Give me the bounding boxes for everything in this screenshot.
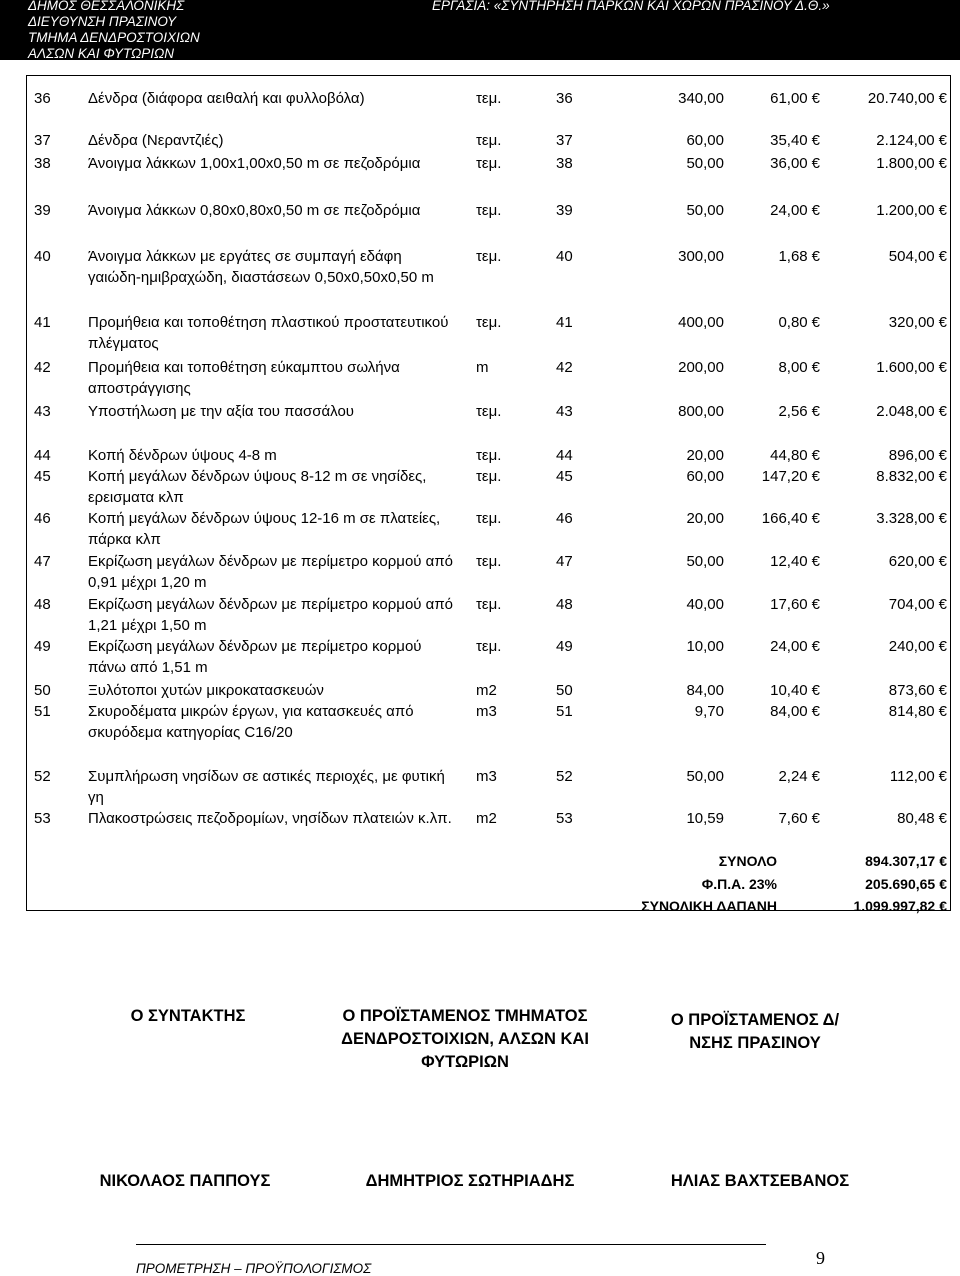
item-unit-price: 61,00 € bbox=[770, 90, 820, 107]
item-unit-price: 7,60 € bbox=[778, 810, 820, 827]
header-line: ΔΙΕΥΘΥΝΣΗ ΠΡΑΣΙΝΟΥ bbox=[28, 14, 177, 29]
item-quantity: 60,00 bbox=[686, 468, 724, 485]
item-unit: τεμ. bbox=[476, 202, 502, 219]
item-code: 38 bbox=[556, 155, 573, 172]
item-code: 50 bbox=[556, 682, 573, 699]
item-quantity: 400,00 bbox=[678, 314, 724, 331]
item-description: Κοπή μεγάλων δένδρων ύψους 12-16 m σε πλατείες, πάρκα κλπ bbox=[88, 510, 441, 548]
item-code: 52 bbox=[556, 768, 573, 785]
item-number: 40 bbox=[34, 248, 51, 265]
item-description: Προμήθεια και τοποθέτηση εύκαμπτου σωλήνα αποστράγγισης bbox=[88, 359, 400, 397]
item-quantity: 20,00 bbox=[686, 447, 724, 464]
item-unit-price: 2,56 € bbox=[778, 403, 820, 420]
header-line: ΑΛΣΩΝ ΚΑΙ ΦΥΤΩΡΙΩΝ bbox=[28, 46, 175, 61]
item-total: 1.800,00 € bbox=[876, 155, 947, 172]
item-unit-price: 84,00 € bbox=[770, 703, 820, 720]
page-header bbox=[0, 0, 960, 60]
item-unit-price: 24,00 € bbox=[770, 202, 820, 219]
item-unit-price: 147,20 € bbox=[761, 468, 820, 485]
item-code: 51 bbox=[556, 703, 573, 720]
item-total: 814,80 € bbox=[888, 703, 947, 720]
signature-name-section-head: ΔΗΜΗΤΡΙΟΣ ΣΩΤΗΡΙΑΔΗΣ bbox=[365, 1172, 575, 1190]
item-unit: τεμ. bbox=[476, 132, 502, 149]
item-quantity: 84,00 bbox=[686, 682, 724, 699]
item-description: Ξυλότοποι χυτών μικροκατασκευών bbox=[88, 682, 324, 699]
item-unit: τεμ. bbox=[476, 314, 502, 331]
item-code: 46 bbox=[556, 510, 573, 527]
item-description: Εκρίζωση μεγάλων δένδρων με περίμετρο κορμού από 1,21 μέχρι 1,50 m bbox=[88, 596, 454, 634]
item-code: 36 bbox=[556, 90, 573, 107]
item-total: 704,00 € bbox=[888, 596, 947, 613]
item-code: 39 bbox=[556, 202, 573, 219]
item-number: 45 bbox=[34, 468, 51, 485]
item-number: 39 bbox=[34, 202, 51, 219]
item-number: 43 bbox=[34, 403, 51, 420]
item-quantity: 800,00 bbox=[678, 403, 724, 420]
item-unit: τεμ. bbox=[476, 468, 502, 485]
signature-title-author: Ο ΣΥΝΤΑΚΤΗΣ bbox=[130, 1007, 246, 1025]
item-code: 42 bbox=[556, 359, 573, 376]
item-unit-price: 24,00 € bbox=[770, 638, 820, 655]
item-number: 52 bbox=[34, 768, 51, 785]
item-code: 53 bbox=[556, 810, 573, 827]
item-unit: τεμ. bbox=[476, 447, 502, 464]
item-total: 620,00 € bbox=[888, 553, 947, 570]
signature-title-section-head: Ο ΠΡΟΪΣΤΑΜΕΝΟΣ ΤΜΗΜΑΤΟΣ ΔΕΝΔΡΟΣΤΟΙΧΙΩΝ, ΑΛΣΩΝ ΚΑΙ ΦΥΤΩΡΙΩΝ bbox=[341, 1007, 589, 1071]
item-unit-price: 0,80 € bbox=[778, 314, 820, 331]
item-unit: τεμ. bbox=[476, 90, 502, 107]
item-total: 896,00 € bbox=[888, 447, 947, 464]
vat-label: Φ.Π.Α. 23% bbox=[701, 876, 777, 892]
item-quantity: 50,00 bbox=[686, 202, 724, 219]
item-unit-price: 35,40 € bbox=[770, 132, 820, 149]
item-unit: τεμ. bbox=[476, 638, 502, 655]
item-number: 41 bbox=[34, 314, 51, 331]
item-unit: m2 bbox=[476, 682, 497, 699]
item-code: 48 bbox=[556, 596, 573, 613]
item-unit-price: 1,68 € bbox=[778, 248, 820, 265]
total-label: ΣΥΝΟΛΟ bbox=[718, 853, 777, 869]
item-quantity: 10,59 bbox=[686, 810, 724, 827]
header-line: ΔΗΜΟΣ ΘΕΣΣΑΛΟΝΙΚΗΣ bbox=[28, 0, 185, 13]
item-code: 45 bbox=[556, 468, 573, 485]
item-code: 43 bbox=[556, 403, 573, 420]
item-number: 50 bbox=[34, 682, 51, 699]
item-description: Δένδρα (διάφορα αειθαλή και φυλλοβόλα) bbox=[88, 90, 365, 107]
footer-text: ΠΡΟΜΕΤΡΗΣΗ – ΠΡΟΫΠΟΛΟΓΙΣΜΟΣ bbox=[136, 1244, 766, 1276]
item-description: Υποστήλωση με την αξία του πασσάλου bbox=[88, 403, 354, 420]
item-unit-price: 10,40 € bbox=[770, 682, 820, 699]
item-code: 41 bbox=[556, 314, 573, 331]
item-number: 49 bbox=[34, 638, 51, 655]
item-description: Πλακοστρώσεις πεζοδρομίων, νησίδων πλατειών κ.λπ. bbox=[88, 810, 452, 827]
item-number: 51 bbox=[34, 703, 51, 720]
header-line: ΤΜΗΜΑ ΔΕΝΔΡΟΣΤΟΙΧΙΩΝ bbox=[28, 30, 200, 45]
signature-title-director: Ο ΠΡΟΪΣΤΑΜΕΝΟΣ Δ/ΝΣΗΣ ΠΡΑΣΙΝΟΥ bbox=[670, 1011, 840, 1052]
grand-total-label: ΣΥΝΟΛΙΚΗ ΔΑΠΑΝΗ bbox=[641, 898, 777, 914]
item-unit-price: 8,00 € bbox=[778, 359, 820, 376]
item-quantity: 60,00 bbox=[686, 132, 724, 149]
item-quantity: 50,00 bbox=[686, 768, 724, 785]
header-organization bbox=[28, 0, 200, 62]
item-description: Σκυροδέματα μικρών έργων, για κατασκευές από σκυρόδεμα κατηγορίας C16/20 bbox=[88, 703, 414, 741]
item-total: 320,00 € bbox=[888, 314, 947, 331]
item-description: Συμπλήρωση νησίδων σε αστικές περιοχές, με φυτική γη bbox=[88, 768, 445, 806]
item-total: 2.124,00 € bbox=[876, 132, 947, 149]
item-description: Κοπή δένδρων ύψους 4-8 m bbox=[88, 447, 277, 464]
item-quantity: 200,00 bbox=[678, 359, 724, 376]
vat-value: 205.690,65 € bbox=[865, 876, 947, 892]
item-unit-price: 44,80 € bbox=[770, 447, 820, 464]
item-description: Κοπή μεγάλων δένδρων ύψους 8-12 m σε νησίδες, ερεισματα κλπ bbox=[88, 468, 427, 506]
item-description: Άνοιγμα λάκκων με εργάτες σε συμπαγή εδάφη γαιώδη-ημιβραχώδη, διαστάσεων 0,50x0,50x0,50 m bbox=[88, 248, 434, 286]
item-total: 2.048,00 € bbox=[876, 403, 947, 420]
item-unit-price: 166,40 € bbox=[761, 510, 820, 527]
item-number: 47 bbox=[34, 553, 51, 570]
signature-name-director: ΗΛΙΑΣ ΒΑΧΤΣΕΒΑΝΟΣ bbox=[670, 1172, 850, 1190]
item-total: 1.600,00 € bbox=[876, 359, 947, 376]
header-project-title: ΕΡΓΑΣΙΑ: «ΣΥΝΤΗΡΗΣΗ ΠΑΡΚΩΝ ΚΑΙ ΧΩΡΩΝ ΠΡΑΣΙΝΟΥ Δ.Θ.» bbox=[432, 0, 830, 13]
item-number: 44 bbox=[34, 447, 51, 464]
item-number: 42 bbox=[34, 359, 51, 376]
item-description: Άνοιγμα λάκκων 0,80x0,80x0,50 m σε πεζοδρόμια bbox=[88, 202, 421, 219]
item-total: 1.200,00 € bbox=[876, 202, 947, 219]
item-code: 40 bbox=[556, 248, 573, 265]
item-total: 240,00 € bbox=[888, 638, 947, 655]
item-total: 504,00 € bbox=[888, 248, 947, 265]
grand-total-value: 1.099.997,82 € bbox=[853, 898, 947, 914]
item-number: 46 bbox=[34, 510, 51, 527]
signature-name-author: ΝΙΚΟΛΑΟΣ ΠΑΠΠΟΥΣ bbox=[99, 1172, 271, 1190]
item-unit: τεμ. bbox=[476, 510, 502, 527]
item-unit: m3 bbox=[476, 768, 497, 785]
item-total: 3.328,00 € bbox=[876, 510, 947, 527]
item-unit: τεμ. bbox=[476, 155, 502, 172]
item-unit-price: 36,00 € bbox=[770, 155, 820, 172]
item-quantity: 50,00 bbox=[686, 553, 724, 570]
item-unit-price: 12,40 € bbox=[770, 553, 820, 570]
item-description: Άνοιγμα λάκκων 1,00x1,00x0,50 m σε πεζοδρόμια bbox=[88, 155, 421, 172]
item-description: Εκρίζωση μεγάλων δένδρων με περίμετρο κορμού πάνω από 1,51 m bbox=[88, 638, 422, 676]
item-total: 112,00 € bbox=[889, 768, 947, 785]
item-code: 37 bbox=[556, 132, 573, 149]
item-number: 38 bbox=[34, 155, 51, 172]
item-quantity: 340,00 bbox=[678, 90, 724, 107]
item-code: 49 bbox=[556, 638, 573, 655]
item-unit-price: 2,24 € bbox=[778, 768, 820, 785]
item-total: 80,48 € bbox=[897, 810, 947, 827]
item-unit-price: 17,60 € bbox=[770, 596, 820, 613]
item-unit: m bbox=[476, 359, 489, 376]
item-quantity: 300,00 bbox=[678, 248, 724, 265]
item-total: 20.740,00 € bbox=[867, 90, 947, 107]
item-unit: τεμ. bbox=[476, 248, 502, 265]
item-total: 8.832,00 € bbox=[876, 468, 947, 485]
item-unit: m3 bbox=[476, 703, 497, 720]
item-quantity: 50,00 bbox=[686, 155, 724, 172]
item-description: Εκρίζωση μεγάλων δένδρων με περίμετρο κορμού από 0,91 μέχρι 1,20 m bbox=[88, 553, 454, 591]
item-code: 47 bbox=[556, 553, 573, 570]
item-number: 48 bbox=[34, 596, 51, 613]
item-quantity: 10,00 bbox=[686, 638, 724, 655]
item-quantity: 9,70 bbox=[694, 703, 724, 720]
item-quantity: 40,00 bbox=[686, 596, 724, 613]
item-number: 37 bbox=[34, 132, 51, 149]
item-unit: τεμ. bbox=[476, 596, 502, 613]
item-code: 44 bbox=[556, 447, 573, 464]
item-description: Προμήθεια και τοποθέτηση πλαστικού προστατευτικού πλέγματος bbox=[88, 314, 449, 352]
total-value: 894.307,17 € bbox=[865, 853, 947, 869]
page-number: 9 bbox=[816, 1248, 825, 1268]
item-unit: τεμ. bbox=[476, 403, 502, 420]
item-quantity: 20,00 bbox=[686, 510, 724, 527]
item-total: 873,60 € bbox=[888, 682, 947, 699]
item-number: 36 bbox=[34, 90, 51, 107]
item-number: 53 bbox=[34, 810, 51, 827]
item-description: Δένδρα (Νεραντζιές) bbox=[88, 132, 224, 149]
item-unit: m2 bbox=[476, 810, 497, 827]
item-unit: τεμ. bbox=[476, 553, 502, 570]
